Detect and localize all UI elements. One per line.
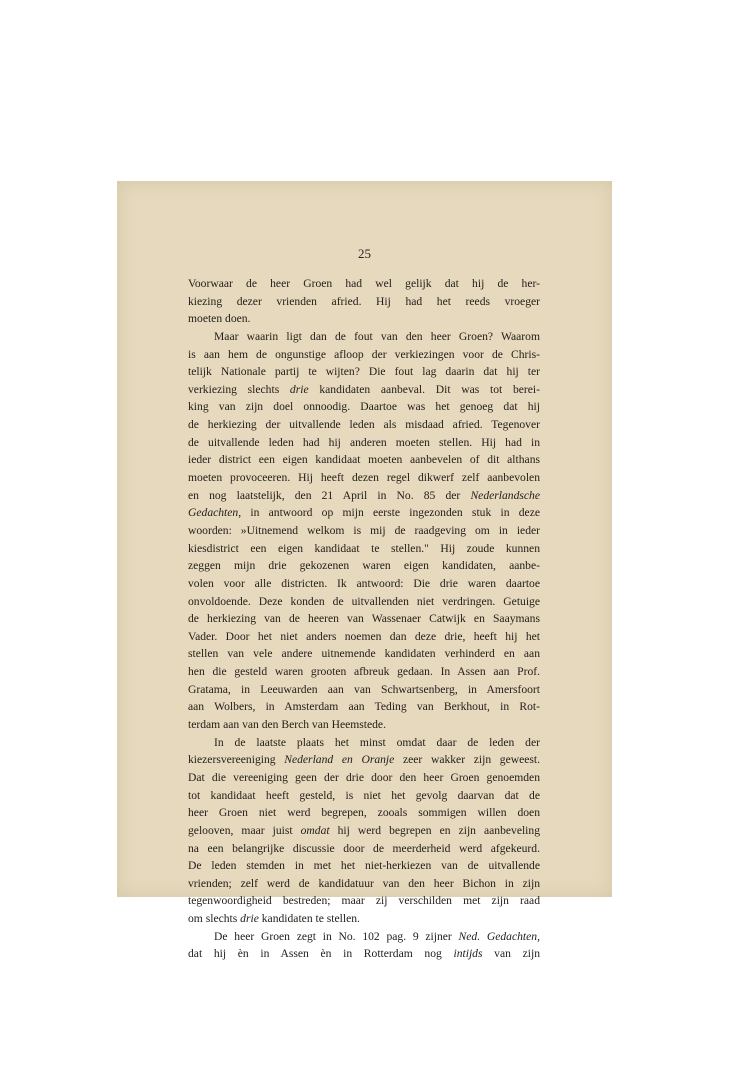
text-segment: Voorwaar de heer Groen had wel gelijk dat hij de her- — [188, 277, 540, 290]
text-segment: na een belangrijke discussie door de meerderheid werd afgekeurd. — [188, 841, 540, 855]
text-segment: kandidaten te stellen. — [258, 912, 360, 926]
text-segment: kiezersvereeniging — [188, 753, 285, 767]
text-segment: gelooven, maar juist — [188, 823, 301, 837]
text-segment: aan Wolbers, in Amsterdam aan Teding van Berkhout, in Rot- — [188, 700, 540, 714]
text-line — [188, 769, 540, 787]
text-segment: tot kandidaat heeft gesteld, is niet het gevolg daarvan dat de — [188, 788, 540, 802]
text-line — [188, 434, 540, 452]
text-segment: In de laatste plaats het minst omdat daar de leden der — [214, 735, 540, 749]
text-segment: van zijn — [482, 947, 540, 961]
text-segment: Vader. Door het niet anders noemen dan deze drie, heeft hij het — [188, 629, 540, 643]
text-segment: kiezing dezer vrienden afried. Hij had het reeds vroeger — [188, 294, 540, 308]
text-line — [188, 857, 540, 875]
text-segment: moeten doen. — [188, 312, 251, 326]
text-segment: ieder district een eigen kandidaat moeten aanbevelen of dit althans — [188, 453, 540, 467]
text-segment: Gratama, in Leeuwarden aan van Schwartsenberg, in Amersfoort — [188, 682, 540, 696]
text-line — [188, 469, 540, 487]
text-line — [188, 522, 540, 540]
text-segment: hen die gesteld waren grooten afbreuk gedaan. In Assen aan Prof. — [188, 665, 540, 679]
text-line — [188, 645, 540, 663]
text-line — [188, 416, 540, 434]
text-line — [188, 945, 540, 963]
text-segment: Maar waarin ligt dan de fout van den heer Groen? Waarom — [214, 329, 540, 343]
text-segment: terdam aan van den Berch van Heemstede. — [188, 718, 386, 732]
italic-text: omdat — [300, 823, 330, 837]
text-segment: zeer wakker zijn geweest. — [394, 753, 541, 767]
text-line — [188, 910, 540, 928]
text-line — [188, 540, 540, 558]
italic-text: Ned. Gedachten, — [458, 929, 540, 943]
book-page — [117, 181, 612, 961]
text-line — [188, 451, 540, 469]
text-segment: dat hij èn in Assen èn in Rotterdam nog — [188, 947, 454, 961]
text-line — [188, 398, 540, 416]
italic-text: drie — [240, 912, 259, 926]
text-segment: Dat die vereeniging geen der drie door den heer Groen genoemden — [188, 770, 540, 784]
text-segment: De leden stemden in met het niet-herkiezen van de uitvallende — [188, 859, 540, 873]
text-segment: , in antwoord op mijn eerste ingezonden stuk in deze — [238, 506, 540, 520]
text-line — [188, 593, 540, 611]
text-segment: king van zijn doel onnoodig. Daartoe was het genoeg dat hij — [188, 400, 540, 414]
text-line — [188, 487, 540, 505]
text-line — [188, 310, 540, 328]
text-segment: kiesdistrict een eigen kandidaat te stellen." Hij zoude kunnen — [188, 541, 540, 555]
text-line — [188, 557, 540, 575]
text-line — [188, 787, 540, 805]
text-line — [188, 822, 540, 840]
text-segment: en nog laatstelijk, den 21 April in No. 85 der — [188, 488, 471, 502]
text-line — [188, 892, 540, 910]
text-line — [188, 840, 540, 858]
text-line — [188, 328, 540, 346]
text-segment: zeggen mijn drie gekozenen waren eigen kandidaten, aanbe- — [188, 559, 540, 573]
text-segment: woorden: »Uitnemend welkom is mij de raadgeving om in ieder — [188, 523, 540, 537]
text-segment: moeten provoceeren. Hij heeft dezen regel dikwerf zelf aanbevolen — [188, 471, 540, 485]
text-segment: verkiezing slechts — [188, 382, 290, 396]
italic-text: Nederlandsche — [470, 488, 540, 502]
text-line — [188, 698, 540, 716]
text-segment: kandidaten aanbeval. Dit was tot berei- — [308, 382, 540, 396]
text-line — [188, 751, 540, 769]
text-segment: telijk Nationale partij te wijten? Die fout lag daarin dat hij ter — [188, 365, 540, 379]
text-line — [188, 681, 540, 699]
text-line — [188, 504, 540, 522]
text-segment: volen voor alle districten. Ik antwoord: Die drie waren daartoe — [188, 576, 540, 590]
text-line — [188, 663, 540, 681]
text-segment: tegenwoordigheid bestreden; maar zij verschilden met zijn raad — [188, 894, 540, 908]
text-line — [188, 928, 540, 946]
text-line — [188, 575, 540, 593]
text-segment: om slechts — [188, 912, 241, 926]
body-text — [188, 275, 540, 963]
text-line — [188, 363, 540, 381]
italic-text: intijds — [453, 947, 483, 961]
text-segment: onvoldoende. Deze konden de uitvallenden niet verdringen. Getuige — [188, 594, 540, 608]
text-segment: stellen van vele andere uitnemende kandidaten verhinderd en aan — [188, 647, 540, 661]
italic-text: Gedachten — [188, 506, 239, 520]
text-segment: de herkiezing van de heeren van Wassenaer Catwijk en Saaymans — [188, 612, 540, 626]
text-line — [188, 346, 540, 364]
page-number: 25 — [358, 246, 371, 261]
text-line — [188, 610, 540, 628]
text-line — [188, 293, 540, 311]
text-segment: hij werd begrepen en zijn aanbeveling — [329, 823, 540, 837]
text-line — [188, 875, 540, 893]
text-segment: De heer Groen zegt in No. 102 pag. 9 zijner — [214, 929, 459, 943]
text-line — [188, 381, 540, 399]
text-segment: de herkiezing der uitvallende leden als misdaad afried. Tegenover — [188, 418, 540, 432]
italic-text: drie — [289, 382, 309, 396]
text-segment: de uitvallende leden had hij anderen moeten stellen. Hij had in — [188, 435, 540, 449]
text-line — [188, 275, 540, 293]
text-line — [188, 628, 540, 646]
text-segment: vrienden; zelf werd de kandidatuur van den heer Bichon in zijn — [188, 876, 540, 890]
text-line — [188, 804, 540, 822]
text-segment: is aan hem de ongunstige afloop der verkiezingen voor de Chris- — [188, 347, 540, 361]
text-segment: heer Groen niet werd begrepen, zooals sommigen willen doen — [188, 806, 540, 820]
text-line — [188, 716, 540, 734]
italic-text: Nederland en Oranje — [284, 753, 395, 767]
text-line — [188, 734, 540, 752]
